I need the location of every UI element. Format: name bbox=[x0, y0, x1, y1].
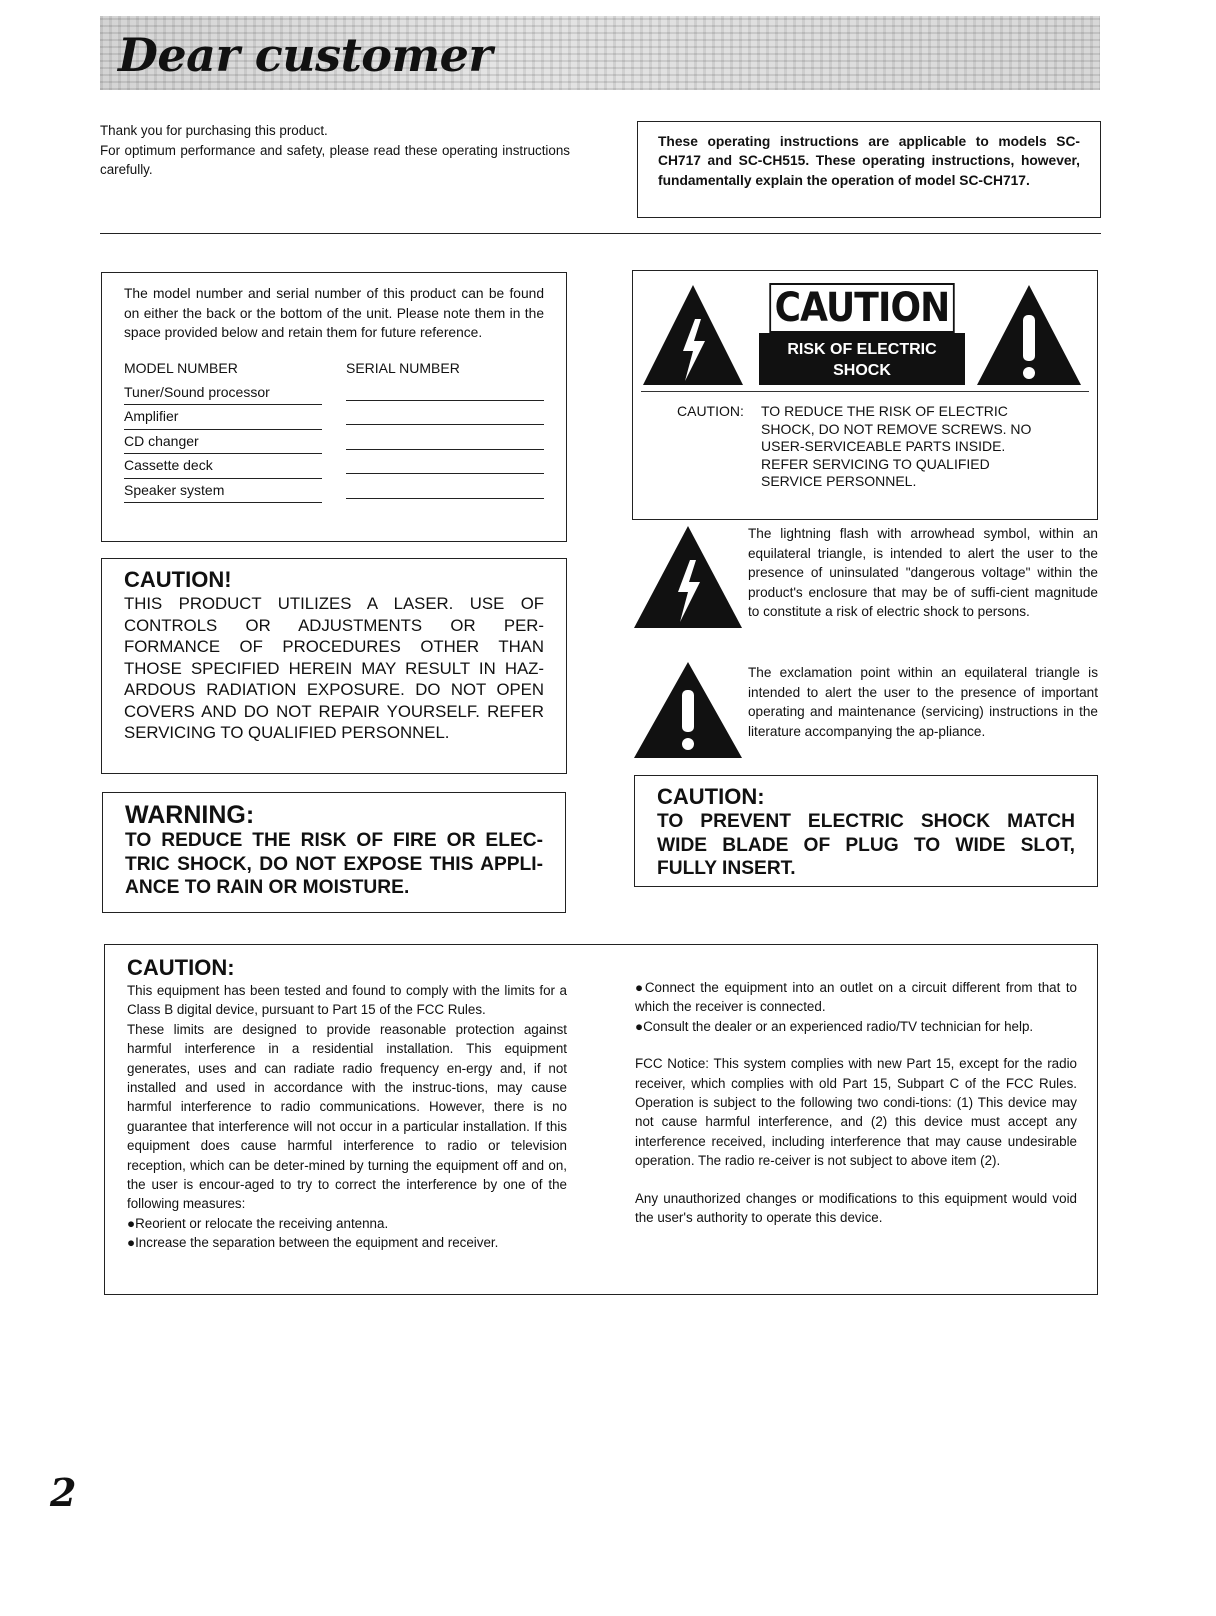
fcc-bullet: ●Consult the dealer or an experienced radio/TV technician for help. bbox=[635, 1018, 1034, 1034]
shock-caution-label: CAUTION: bbox=[677, 403, 744, 419]
lightning-symbol-icon bbox=[632, 524, 744, 630]
shock-sign-box bbox=[632, 270, 1098, 520]
page-title: Dear customer bbox=[118, 28, 493, 82]
fcc-left-column bbox=[127, 955, 567, 1253]
sign-divider bbox=[641, 391, 1089, 392]
caution-sign-title: CAUTION bbox=[769, 283, 954, 333]
model-number-heading: MODEL NUMBER bbox=[124, 359, 238, 376]
fcc-notice: FCC Notice: This system complies with new Part 15, except for the radio receiver, which complies with old Part 15, Subpart C of the FCC Rules. Operation is subject to the following two condi-tions: (1) This device may not cause harmful interference, and (2) this device must accept any interference received, including interference that may cause undesirable operation. The radio re-ceiver is not subject to above item (2). bbox=[635, 1056, 1077, 1169]
model-row: Tuner/Sound processor bbox=[124, 381, 544, 406]
fcc-bullet: ●Connect the equipment into an outlet on a circuit different from that to which the receiver is connected. bbox=[635, 980, 1077, 1015]
warning-heading: WARNING: bbox=[125, 801, 255, 829]
laser-caution-heading: CAUTION! bbox=[124, 567, 232, 592]
lightning-triangle-icon bbox=[639, 281, 747, 389]
serial-blank[interactable] bbox=[346, 454, 544, 474]
caution-sign-plate bbox=[759, 283, 965, 400]
fcc-unauthorized: Any unauthorized changes or modifications to this equipment would void the user's authority to operate this device. bbox=[635, 1190, 1077, 1226]
exclamation-symbol-text: The exclamation point within an equilateral triangle is intended to alert the user to the presence of important operating and maintenance (servicing) instructions in the literature accompanying the ap-pliance. bbox=[748, 665, 1098, 739]
model-row: CD changer bbox=[124, 430, 544, 455]
fcc-bullet: ●Increase the separation between the equipment and receiver. bbox=[127, 1235, 499, 1251]
divider bbox=[100, 233, 1101, 234]
intro-line: Thank you for purchasing this product. bbox=[100, 123, 328, 138]
fcc-heading: CAUTION: bbox=[127, 955, 235, 980]
plug-caution-heading: CAUTION: bbox=[657, 784, 765, 809]
shock-caution-text: TO REDUCE THE RISK OF ELECTRIC SHOCK, DO NOT REMOVE SCREWS. NO USER-SERVICEABLE PARTS INSIDE. REFER SERVICING TO QUALIFIED SERVICE PERSONNEL. bbox=[761, 403, 1032, 490]
serial-intro: The model number and serial number of this product can be found on either the back or the bottom of the unit. Please note them in the space provided below and retain them for future reference. bbox=[124, 286, 544, 341]
laser-caution-text: THIS PRODUCT UTILIZES A LASER. USE OF CONTROLS OR ADJUSTMENTS OR PER-FORMANCE OF PROCEDURES OTHER THAN THOSE SPECIFIED HEREIN MAY RESULT IN HAZ-ARDOUS RADIATION EXPOSURE. DO NOT OPEN COVERS AND DO NOT REPAIR YOURSELF. REFER SERVICING TO QUALIFIED PERSONNEL. bbox=[124, 594, 544, 742]
warning-box bbox=[102, 792, 566, 913]
warning-text: TO REDUCE THE RISK OF FIRE OR ELEC-TRIC SHOCK, DO NOT EXPOSE THIS APPLI-ANCE TO RAIN OR MOISTURE. bbox=[125, 830, 543, 898]
header-banner bbox=[100, 16, 1100, 90]
lightning-symbol-text: The lightning flash with arrowhead symbol, within an equilateral triangle, is intended to alert the user to the presence of uninsulated "dangerous voltage" within the product's enclosure that may be of suffi-cient magnitude to constitute a risk of electric shock to persons. bbox=[748, 526, 1098, 620]
serial-blank[interactable] bbox=[346, 405, 544, 425]
fcc-box bbox=[104, 944, 1098, 1295]
models-notice-box bbox=[637, 121, 1101, 218]
serial-blank[interactable] bbox=[346, 479, 544, 499]
laser-caution-box bbox=[101, 558, 567, 774]
plug-caution-text: TO PREVENT ELECTRIC SHOCK MATCH WIDE BLADE OF PLUG TO WIDE SLOT, FULLY INSERT. bbox=[657, 811, 1075, 879]
fcc-paragraph: These limits are designed to provide reasonable protection against harmful interference in a residential installation. This equipment generates, uses and can radiate radio frequency en-ergy and, if not installed and used in accordance with the instruc-tions, may cause harmful interference to radio communications. However, there is no guarantee that interference will not occur in a particular installation. If this equipment does cause harmful interference to radio or television reception, which can be deter-mined by turning the equipment off and on, the user is encour-aged to try to correct the interference by one of the following measures: bbox=[127, 1021, 567, 1212]
model-row: Amplifier bbox=[124, 405, 544, 430]
caution-sign-sub1: RISK OF ELECTRIC SHOCK bbox=[787, 341, 937, 379]
exclamation-symbol-icon bbox=[632, 660, 744, 760]
page-number: 2 bbox=[50, 1470, 77, 1515]
plug-caution-box bbox=[634, 775, 1098, 887]
model-row: Speaker system bbox=[124, 479, 544, 504]
fcc-right-column bbox=[635, 978, 1077, 1227]
serial-number-box bbox=[101, 272, 567, 542]
model-row: Cassette deck bbox=[124, 454, 544, 479]
intro-line: For optimum performance and safety, please read these operating instructions carefully. bbox=[100, 142, 570, 177]
caution-sign-sub2: DO NOT OPEN bbox=[805, 383, 918, 400]
intro-text bbox=[100, 121, 570, 180]
serial-blank[interactable] bbox=[346, 430, 544, 450]
serial-blank[interactable] bbox=[346, 381, 544, 401]
fcc-paragraph: This equipment has been tested and found to comply with the limits for a Class B digital device, pursuant to Part 15 of the FCC Rules. bbox=[127, 983, 567, 1018]
models-notice-text: These operating instructions are applicable to models SC-CH717 and SC-CH515. These operating instructions, however, fundamentally explain the operation of model SC-CH717. bbox=[658, 134, 1080, 188]
fcc-bullet: ●Reorient or relocate the receiving antenna. bbox=[127, 1215, 389, 1231]
serial-number-heading: SERIAL NUMBER bbox=[346, 359, 460, 376]
exclamation-triangle-icon bbox=[973, 281, 1085, 389]
